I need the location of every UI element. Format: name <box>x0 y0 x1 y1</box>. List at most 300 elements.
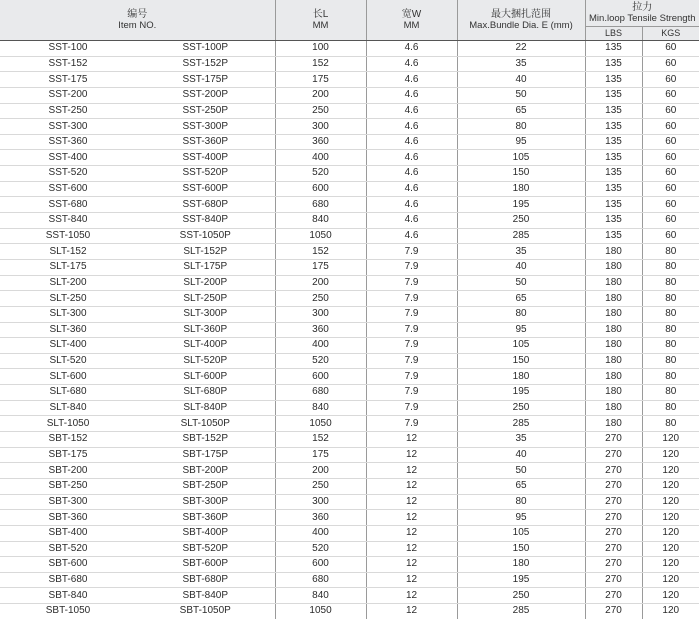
cell-tensile-lbs: 270 <box>585 510 642 526</box>
cell-length: 600 <box>275 181 366 197</box>
cell-tensile-kgs: 80 <box>642 259 699 275</box>
table-row <box>0 338 699 354</box>
cell-item-no: SST-520 <box>0 166 136 182</box>
cell-tensile-lbs: 135 <box>585 119 642 135</box>
cell-width: 12 <box>366 588 457 604</box>
cell-width: 12 <box>366 510 457 526</box>
cell-width: 4.6 <box>366 197 457 213</box>
cell-tensile-lbs: 180 <box>585 306 642 322</box>
cell-tensile-lbs: 270 <box>585 604 642 619</box>
cell-length: 1050 <box>275 228 366 244</box>
cell-item-no: SLT-400 <box>0 338 136 354</box>
cell-bundle-dia: 95 <box>457 322 585 338</box>
cell-item-no: SBT-250 <box>0 478 136 494</box>
table-row <box>0 494 699 510</box>
cell-length: 200 <box>275 87 366 103</box>
cell-tensile-kgs: 60 <box>642 134 699 150</box>
cell-item-no-p: SLT-300P <box>136 306 275 322</box>
cell-tensile-kgs: 120 <box>642 432 699 448</box>
cell-item-no: SLT-1050 <box>0 416 136 432</box>
cell-tensile-lbs: 270 <box>585 463 642 479</box>
cell-tensile-kgs: 120 <box>642 541 699 557</box>
cell-item-no-p: SBT-600P <box>136 557 275 573</box>
cell-width: 4.6 <box>366 72 457 88</box>
cell-bundle-dia: 285 <box>457 228 585 244</box>
table-row <box>0 432 699 448</box>
header-length <box>275 0 366 41</box>
cell-item-no: SLT-250 <box>0 291 136 307</box>
cell-item-no-p: SLT-840P <box>136 400 275 416</box>
cell-item-no: SBT-680 <box>0 572 136 588</box>
cell-tensile-lbs: 270 <box>585 588 642 604</box>
cell-tensile-lbs: 270 <box>585 541 642 557</box>
cell-width: 7.9 <box>366 275 457 291</box>
table-row <box>0 166 699 182</box>
cell-bundle-dia: 40 <box>457 447 585 463</box>
cell-tensile-lbs: 270 <box>585 572 642 588</box>
cell-tensile-kgs: 80 <box>642 291 699 307</box>
cell-item-no: SBT-600 <box>0 557 136 573</box>
cell-item-no-p: SST-400P <box>136 150 275 166</box>
cell-bundle-dia: 95 <box>457 510 585 526</box>
cell-width: 4.6 <box>366 228 457 244</box>
table-row <box>0 416 699 432</box>
cell-bundle-dia: 180 <box>457 181 585 197</box>
cell-tensile-lbs: 135 <box>585 228 642 244</box>
cell-tensile-lbs: 180 <box>585 259 642 275</box>
cell-item-no-p: SST-600P <box>136 181 275 197</box>
cell-item-no-p: SLT-200P <box>136 275 275 291</box>
cell-width: 12 <box>366 572 457 588</box>
table-row <box>0 87 699 103</box>
header-width <box>366 0 457 41</box>
header-tensile <box>585 0 699 27</box>
cell-tensile-kgs: 60 <box>642 56 699 72</box>
cell-item-no: SLT-175 <box>0 259 136 275</box>
cell-length: 360 <box>275 134 366 150</box>
cell-width: 7.9 <box>366 244 457 260</box>
table-row <box>0 525 699 541</box>
cell-bundle-dia: 180 <box>457 369 585 385</box>
cell-item-no-p: SBT-300P <box>136 494 275 510</box>
cell-item-no-p: SBT-1050P <box>136 604 275 619</box>
cell-bundle-dia: 50 <box>457 87 585 103</box>
cell-item-no-p: SLT-152P <box>136 244 275 260</box>
cell-width: 4.6 <box>366 103 457 119</box>
cell-item-no-p: SLT-520P <box>136 353 275 369</box>
cell-bundle-dia: 195 <box>457 385 585 401</box>
cell-length: 840 <box>275 588 366 604</box>
cell-item-no: SLT-600 <box>0 369 136 385</box>
cell-item-no-p: SBT-680P <box>136 572 275 588</box>
cell-tensile-lbs: 135 <box>585 72 642 88</box>
cell-bundle-dia: 35 <box>457 432 585 448</box>
cell-width: 12 <box>366 541 457 557</box>
cell-tensile-kgs: 80 <box>642 244 699 260</box>
cell-tensile-kgs: 120 <box>642 447 699 463</box>
cell-bundle-dia: 35 <box>457 244 585 260</box>
header-lbs: LBS <box>585 27 642 41</box>
cell-tensile-kgs: 120 <box>642 478 699 494</box>
cell-tensile-lbs: 270 <box>585 432 642 448</box>
cell-tensile-kgs: 60 <box>642 119 699 135</box>
cell-item-no: SBT-300 <box>0 494 136 510</box>
header-width-unit: MM <box>403 20 420 31</box>
cell-tensile-lbs: 180 <box>585 353 642 369</box>
cell-bundle-dia: 150 <box>457 541 585 557</box>
cell-tensile-kgs: 120 <box>642 525 699 541</box>
cell-tensile-lbs: 135 <box>585 56 642 72</box>
cell-tensile-kgs: 80 <box>642 353 699 369</box>
cell-width: 7.9 <box>366 369 457 385</box>
header-kgs: KGS <box>642 27 699 41</box>
cell-item-no: SLT-360 <box>0 322 136 338</box>
cell-item-no-p: SST-360P <box>136 134 275 150</box>
cell-bundle-dia: 65 <box>457 103 585 119</box>
header-item-cn: 编号 <box>127 9 148 20</box>
table-row <box>0 322 699 338</box>
cell-bundle-dia: 95 <box>457 134 585 150</box>
cell-tensile-lbs: 135 <box>585 150 642 166</box>
cell-width: 7.9 <box>366 322 457 338</box>
cell-tensile-kgs: 120 <box>662 605 680 617</box>
cell-width: 4.6 <box>366 87 457 103</box>
cell-length: 600 <box>275 557 366 573</box>
table-row <box>0 244 699 260</box>
table-row <box>0 306 699 322</box>
cell-item-no: SLT-520 <box>0 353 136 369</box>
cell-length: 680 <box>275 197 366 213</box>
cell-item-no: SLT-300 <box>0 306 136 322</box>
cell-item-no: SBT-360 <box>0 510 136 526</box>
header-item-en: Item NO. <box>118 20 157 31</box>
cell-length: 175 <box>275 447 366 463</box>
cell-length: 152 <box>275 56 366 72</box>
cell-length: 250 <box>275 291 366 307</box>
cell-length: 152 <box>275 244 366 260</box>
cell-item-no-p: SST-680P <box>136 197 275 213</box>
cell-width: 4.6 <box>366 41 457 57</box>
cell-item-no-p: SLT-360P <box>136 322 275 338</box>
cell-length: 600 <box>275 369 366 385</box>
cell-item-no: SLT-680 <box>0 385 136 401</box>
cell-item-no: SST-250 <box>0 103 136 119</box>
cell-item-no: SBT-520 <box>0 541 136 557</box>
cell-length: 520 <box>275 166 366 182</box>
header-bundle <box>457 0 585 41</box>
cell-width: 7.9 <box>366 259 457 275</box>
cell-width: 12 <box>366 604 457 619</box>
header-length-cn: 长L <box>312 9 329 20</box>
cell-item-no: SLT-200 <box>0 275 136 291</box>
table-row <box>0 103 699 119</box>
cell-width: 12 <box>366 432 457 448</box>
cell-tensile-lbs: 135 <box>585 181 642 197</box>
cell-tensile-kgs: 120 <box>642 588 699 604</box>
table-row <box>0 72 699 88</box>
cell-bundle-dia: 105 <box>457 150 585 166</box>
cell-width: 12 <box>366 447 457 463</box>
cell-tensile-kgs: 60 <box>642 103 699 119</box>
cell-bundle-dia: 22 <box>457 41 585 57</box>
cell-tensile-lbs: 270 <box>585 447 642 463</box>
cell-tensile-lbs: 135 <box>585 197 642 213</box>
cell-item-no-p: SST-200P <box>136 87 275 103</box>
cell-item-no: SBT-200 <box>0 463 136 479</box>
cell-length: 400 <box>275 338 366 354</box>
cell-item-no: SBT-400 <box>0 525 136 541</box>
cell-bundle-dia: 195 <box>457 197 585 213</box>
cell-tensile-kgs: 60 <box>642 197 699 213</box>
cell-tensile-lbs: 180 <box>585 244 642 260</box>
cell-item-no: SST-1050 <box>0 228 136 244</box>
table-row <box>0 197 699 213</box>
cell-length: 300 <box>275 306 366 322</box>
cell-length: 360 <box>275 322 366 338</box>
cell-item-no-p: SST-840P <box>136 213 275 229</box>
cell-item-no-p: SST-100P <box>136 41 275 57</box>
table-row <box>0 478 699 494</box>
cell-item-no: SBT-1050 <box>45 605 91 617</box>
cell-tensile-kgs: 80 <box>642 322 699 338</box>
cell-tensile-kgs: 120 <box>642 557 699 573</box>
table-row <box>0 134 699 150</box>
cell-tensile-lbs: 180 <box>585 322 642 338</box>
cell-length: 400 <box>275 150 366 166</box>
cell-item-no: SST-840 <box>0 213 136 229</box>
cell-tensile-kgs: 120 <box>642 494 699 510</box>
cell-tensile-lbs: 135 <box>585 87 642 103</box>
table-row <box>0 56 699 72</box>
header-tensile-en: Min.loop Tensile Strength <box>589 13 696 24</box>
cell-width: 7.9 <box>366 400 457 416</box>
table-row <box>0 510 699 526</box>
cell-width: 7.9 <box>366 306 457 322</box>
cell-bundle-dia: 250 <box>457 213 585 229</box>
table-row <box>0 541 699 557</box>
table-row <box>0 41 699 57</box>
cell-width: 4.6 <box>366 213 457 229</box>
table-row <box>0 557 699 573</box>
header-length-unit: MM <box>312 20 329 31</box>
cell-item-no-p: SLT-600P <box>136 369 275 385</box>
table-row <box>0 604 699 619</box>
cell-width: 4.6 <box>366 56 457 72</box>
cell-width: 12 <box>366 478 457 494</box>
cell-item-no-p: SST-520P <box>136 166 275 182</box>
cell-item-no: SST-300 <box>0 119 136 135</box>
cell-tensile-lbs: 135 <box>585 166 642 182</box>
header-width-cn: 宽W <box>401 9 422 20</box>
table-row <box>0 369 699 385</box>
cell-item-no-p: SLT-1050P <box>136 416 275 432</box>
cell-tensile-kgs: 80 <box>642 275 699 291</box>
table-row <box>0 463 699 479</box>
cell-item-no-p: SBT-360P <box>136 510 275 526</box>
cell-tensile-kgs: 60 <box>642 228 699 244</box>
cell-tensile-kgs: 60 <box>642 213 699 229</box>
cell-bundle-dia: 250 <box>457 400 585 416</box>
cell-tensile-kgs: 80 <box>642 400 699 416</box>
cell-item-no: SBT-152 <box>0 432 136 448</box>
cell-item-no-p: SLT-250P <box>136 291 275 307</box>
cell-length: 300 <box>275 119 366 135</box>
cell-width: 7.9 <box>366 338 457 354</box>
cell-item-no-p: SBT-400P <box>136 525 275 541</box>
cell-bundle-dia: 80 <box>457 494 585 510</box>
cell-tensile-lbs: 180 <box>585 291 642 307</box>
cell-item-no: SST-200 <box>0 87 136 103</box>
cell-bundle-dia: 285 <box>457 416 585 432</box>
table-row <box>0 400 699 416</box>
table-row <box>0 447 699 463</box>
cell-item-no-p: SLT-680P <box>136 385 275 401</box>
cell-tensile-kgs: 120 <box>642 572 699 588</box>
cell-length: 520 <box>275 541 366 557</box>
cell-length: 100 <box>275 41 366 57</box>
cell-bundle-dia: 180 <box>457 557 585 573</box>
cell-tensile-kgs: 80 <box>642 369 699 385</box>
cell-tensile-lbs: 180 <box>585 369 642 385</box>
cell-bundle-dia: 195 <box>457 572 585 588</box>
table-row <box>0 228 699 244</box>
cell-width: 12 <box>366 557 457 573</box>
cell-item-no: SLT-152 <box>0 244 136 260</box>
cell-item-no-p: SBT-152P <box>136 432 275 448</box>
cell-item-no-p: SST-300P <box>136 119 275 135</box>
cell-tensile-kgs: 80 <box>642 416 699 432</box>
cell-bundle-dia: 105 <box>457 525 585 541</box>
table-row <box>0 259 699 275</box>
cell-item-no: SST-152 <box>0 56 136 72</box>
cell-width: 7.9 <box>366 291 457 307</box>
cell-tensile-lbs: 180 <box>585 338 642 354</box>
cell-item-no-p: SBT-250P <box>136 478 275 494</box>
cell-bundle-dia: 40 <box>457 259 585 275</box>
cell-tensile-kgs: 120 <box>642 463 699 479</box>
cell-length: 1050 <box>275 604 366 619</box>
cell-tensile-kgs: 80 <box>642 306 699 322</box>
cell-length: 175 <box>275 259 366 275</box>
cell-item-no: SBT-175 <box>0 447 136 463</box>
cell-bundle-dia: 105 <box>457 338 585 354</box>
cell-length: 1050 <box>275 416 366 432</box>
cell-bundle-dia: 65 <box>457 478 585 494</box>
cell-bundle-dia: 35 <box>457 56 585 72</box>
table-row <box>0 291 699 307</box>
cell-width: 7.9 <box>366 353 457 369</box>
cell-item-no: SST-175 <box>0 72 136 88</box>
cell-tensile-lbs: 270 <box>585 557 642 573</box>
cell-length: 680 <box>275 572 366 588</box>
cell-tensile-lbs: 135 <box>585 41 642 57</box>
cell-item-no-p: SLT-400P <box>136 338 275 354</box>
cell-width: 7.9 <box>366 385 457 401</box>
cell-width: 4.6 <box>366 134 457 150</box>
header-tensile-cn: 拉力 <box>632 2 653 13</box>
cell-tensile-lbs: 135 <box>585 134 642 150</box>
cell-length: 200 <box>275 463 366 479</box>
cell-item-no: SST-680 <box>0 197 136 213</box>
cell-length: 250 <box>275 478 366 494</box>
cell-bundle-dia: 50 <box>457 463 585 479</box>
cell-length: 840 <box>275 400 366 416</box>
header-bundle-cn: 最大捆扎范围 <box>491 9 552 20</box>
cell-tensile-lbs: 180 <box>585 275 642 291</box>
cell-tensile-lbs: 135 <box>585 103 642 119</box>
cell-length: 152 <box>275 432 366 448</box>
table-row <box>0 353 699 369</box>
cell-length: 200 <box>275 275 366 291</box>
cell-bundle-dia: 80 <box>457 119 585 135</box>
cell-item-no-p: SBT-840P <box>136 588 275 604</box>
table-row <box>0 275 699 291</box>
cell-tensile-lbs: 270 <box>585 494 642 510</box>
cell-width: 12 <box>366 463 457 479</box>
cell-item-no-p: SLT-175P <box>136 259 275 275</box>
cell-tensile-lbs: 180 <box>585 385 642 401</box>
cell-item-no: SST-600 <box>0 181 136 197</box>
cell-item-no-p: SST-175P <box>136 72 275 88</box>
cell-length: 840 <box>275 213 366 229</box>
cell-length: 360 <box>275 510 366 526</box>
header-bundle-en: Max.Bundle Dia. E (mm) <box>469 20 573 31</box>
table-header <box>0 0 699 41</box>
table-body <box>0 41 699 619</box>
table-row <box>0 213 699 229</box>
table-row <box>0 150 699 166</box>
cell-bundle-dia: 50 <box>457 275 585 291</box>
cell-tensile-kgs: 60 <box>642 181 699 197</box>
cell-item-no-p: SST-250P <box>136 103 275 119</box>
cell-tensile-kgs: 60 <box>642 41 699 57</box>
cell-width: 4.6 <box>366 150 457 166</box>
cell-item-no: SST-360 <box>0 134 136 150</box>
cell-item-no: SLT-840 <box>0 400 136 416</box>
cell-width: 12 <box>366 525 457 541</box>
cell-tensile-lbs: 135 <box>585 213 642 229</box>
cell-length: 250 <box>275 103 366 119</box>
cell-bundle-dia: 285 <box>457 604 585 619</box>
cell-item-no-p: SST-152P <box>136 56 275 72</box>
cell-tensile-lbs: 180 <box>585 416 642 432</box>
cell-item-no-p: SBT-175P <box>136 447 275 463</box>
cell-item-no: SBT-840 <box>0 588 136 604</box>
cell-width: 4.6 <box>366 119 457 135</box>
cell-tensile-lbs: 270 <box>585 478 642 494</box>
cell-bundle-dia: 150 <box>457 353 585 369</box>
cell-bundle-dia: 150 <box>457 166 585 182</box>
table-row <box>0 385 699 401</box>
cell-length: 520 <box>275 353 366 369</box>
cell-width: 4.6 <box>366 181 457 197</box>
cell-tensile-lbs: 270 <box>585 525 642 541</box>
cell-bundle-dia: 40 <box>457 72 585 88</box>
cell-item-no-p: SBT-200P <box>136 463 275 479</box>
cell-width: 4.6 <box>366 166 457 182</box>
cell-item-no-p: SBT-520P <box>136 541 275 557</box>
cell-tensile-kgs: 60 <box>642 87 699 103</box>
cell-length: 680 <box>275 385 366 401</box>
table-row <box>0 181 699 197</box>
table-row <box>0 588 699 604</box>
cell-length: 400 <box>275 525 366 541</box>
cell-tensile-kgs: 60 <box>642 150 699 166</box>
cell-bundle-dia: 80 <box>457 306 585 322</box>
cell-item-no: SST-100 <box>0 41 136 57</box>
cell-tensile-kgs: 60 <box>642 72 699 88</box>
cell-tensile-kgs: 80 <box>642 338 699 354</box>
